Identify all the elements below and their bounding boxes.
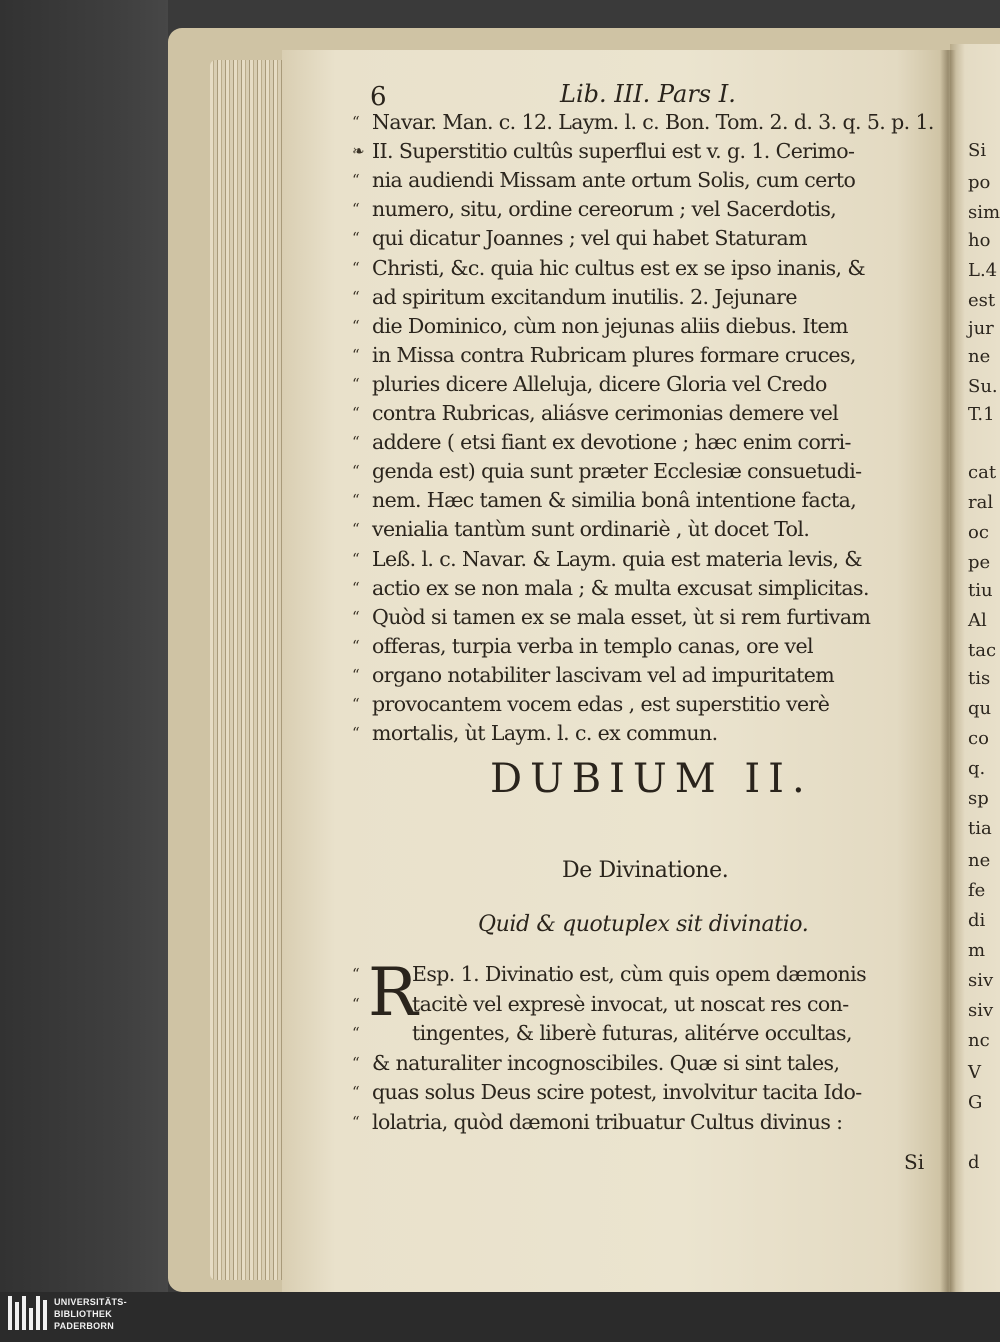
margin-mark: ❧ — [352, 142, 365, 161]
right-page-fragment: tiu — [968, 580, 993, 601]
text-line: in Missa contra Rubricam plures formare cruces, — [372, 342, 856, 367]
running-head: Lib. III. Pars I. — [560, 80, 736, 108]
margin-mark: “ — [352, 1112, 360, 1131]
right-page-fragment: q. — [968, 758, 986, 779]
text-line: provocantem vocem edas , est superstitio verè — [372, 692, 830, 716]
section-subtitle: De Divinatione. — [562, 858, 729, 883]
section-heading: DUBIUM II. — [490, 756, 813, 802]
right-page-fragment: siv — [968, 970, 994, 991]
margin-mark: “ — [352, 665, 360, 684]
drop-cap: R — [368, 954, 418, 1031]
library-logo-icon — [8, 1296, 50, 1334]
text-line: nia audiendi Missam ante ortum Solis, cum certo — [372, 168, 856, 193]
margin-mark: “ — [352, 724, 360, 743]
text-line: die Dominico, cùm non jejunas aliis diebus. Item — [372, 313, 848, 338]
right-page-fragment: nc — [968, 1030, 990, 1051]
response-line: tacitè vel expresè invocat, ut noscat res con- — [412, 991, 849, 1016]
response-line: quas solus Deus scire potest, involvitur tacita Ido- — [372, 1080, 862, 1104]
margin-mark: “ — [352, 404, 360, 422]
right-page-fragment: Si — [968, 140, 987, 161]
text-line: mortalis, ùt Laym. l. c. ex commun. — [372, 721, 718, 746]
text-line: contra Rubricas, aliásve cerimonias demere vel — [372, 401, 839, 425]
margin-mark: “ — [352, 258, 360, 277]
right-page-fragment: qu — [968, 698, 992, 719]
margin-mark: “ — [352, 171, 360, 190]
right-page-fragment: tia — [968, 818, 992, 839]
page-stack-edge — [210, 60, 286, 1280]
text-line: Leß. l. c. Navar. & Laym. quia est materia levis, & — [372, 546, 862, 571]
margin-mark: “ — [352, 374, 360, 393]
margin-mark: “ — [352, 965, 360, 983]
right-page-fragment: tis — [968, 668, 991, 689]
margin-mark: “ — [352, 520, 360, 539]
margin-mark: “ — [352, 607, 360, 626]
right-page-fragment: V — [968, 1062, 981, 1083]
right-page-fragment: di — [968, 910, 986, 931]
footer-line-2: BIBLIOTHEK — [54, 1309, 112, 1319]
right-page-fragment: sp — [968, 788, 989, 809]
page-number: 6 — [370, 82, 387, 112]
right-page-fragment: fe — [968, 880, 986, 901]
text-line: ad spiritum excitandum inutilis. 2. Jejunare — [372, 284, 797, 309]
margin-mark: “ — [352, 695, 360, 713]
margin-mark: “ — [352, 636, 360, 655]
right-page-fragment: oc — [968, 522, 989, 543]
margin-mark: “ — [352, 113, 360, 131]
margin-mark: “ — [352, 200, 360, 219]
right-page-fragment: siv — [968, 1000, 994, 1021]
right-page-fragment: Su. — [968, 376, 998, 397]
section-question: Quid & quotuplex sit divinatio. — [478, 912, 809, 937]
text-line: venialia tantùm sunt ordinariè , ùt docet Tol. — [372, 517, 810, 542]
catchword: Si — [904, 1150, 925, 1174]
text-line: actio ex se non mala ; & multa excusat simplicitas. — [372, 575, 869, 600]
right-page-fragment: ho — [968, 230, 991, 251]
text-line: pluries dicere Alleluja, dicere Gloria vel Credo — [372, 371, 827, 396]
right-page-fragment: ral — [968, 492, 994, 513]
book-gutter — [940, 50, 956, 1292]
right-page-fragment: est — [968, 290, 996, 311]
library-footer — [0, 1292, 1000, 1342]
right-page-fragment: ne — [968, 850, 991, 871]
response-line: & naturaliter incognoscibiles. Quæ si sint tales, — [372, 1050, 840, 1075]
response-line: Esp. 1. Divinatio est, cùm quis opem dæmonis — [412, 962, 867, 986]
right-page-fragment: pe — [968, 552, 991, 573]
margin-mark: “ — [352, 578, 360, 597]
right-page-fragment: cat — [968, 462, 997, 483]
text-line: organo notabiliter lascivam vel ad impuritatem — [372, 662, 835, 687]
text-line: genda est) quia sunt præter Ecclesiæ consuetudi- — [372, 459, 862, 484]
margin-mark: “ — [352, 1053, 360, 1072]
response-line: lolatria, quòd dæmoni tribuatur Cultus divinus : — [372, 1109, 843, 1134]
right-page-fragment: tac — [968, 640, 997, 661]
text-line: Christi, &c. quia hic cultus est ex se ipso inanis, & — [372, 255, 866, 280]
margin-mark: “ — [352, 491, 360, 510]
text-line: Quòd si tamen ex se mala esset, ùt si rem furtivam — [372, 604, 871, 629]
right-page-fragment: co — [968, 728, 989, 749]
margin-mark: “ — [352, 287, 360, 306]
text-line: offeras, turpia verba in templo canas, ore vel — [372, 633, 814, 658]
text-line: Navar. Man. c. 12. Laym. l. c. Bon. Tom. 2. d. 3. q. 5. p. 1. — [372, 110, 934, 134]
margin-mark: “ — [352, 229, 360, 248]
margin-mark: “ — [352, 994, 360, 1013]
right-page-fragment: d — [968, 1152, 980, 1173]
margin-mark: “ — [352, 345, 360, 364]
footer-line-1: UNIVERSITÄTS- — [54, 1297, 127, 1307]
margin-mark: “ — [352, 549, 360, 568]
text-line: II. Superstitio cultûs superflui est v. g. 1. Cerimo- — [372, 139, 855, 164]
margin-mark: “ — [352, 1083, 360, 1101]
right-page-fragment: Al — [968, 610, 987, 631]
margin-mark: “ — [352, 1024, 360, 1042]
margin-mark: “ — [352, 462, 360, 481]
right-page-fragment: G — [968, 1092, 983, 1113]
right-page-fragment: sim — [968, 202, 1000, 223]
right-page-fragment: po — [968, 172, 991, 193]
text-line: numero, situ, ordine cereorum ; vel Sacerdotis, — [372, 197, 837, 222]
margin-mark: “ — [352, 316, 360, 335]
scan-background — [0, 0, 168, 1292]
right-page-fragment: L.4 — [968, 260, 998, 281]
text-line: addere ( etsi fiant ex devotione ; hæc enim corri- — [372, 430, 851, 455]
right-page-fragment: m — [968, 940, 986, 961]
footer-line-3: PADERBORN — [54, 1321, 115, 1331]
right-page-fragment: jur — [968, 318, 994, 339]
margin-mark: “ — [352, 433, 360, 452]
right-page-fragment: ne — [968, 346, 991, 367]
text-line: nem. Hæc tamen & similia bonâ intentione facta, — [372, 488, 857, 513]
response-line: tingentes, & liberè futuras, alitérve occultas, — [412, 1021, 852, 1045]
text-line: qui dicatur Joannes ; vel qui habet Staturam — [372, 226, 807, 251]
right-page-fragment: T.1 — [968, 404, 995, 425]
